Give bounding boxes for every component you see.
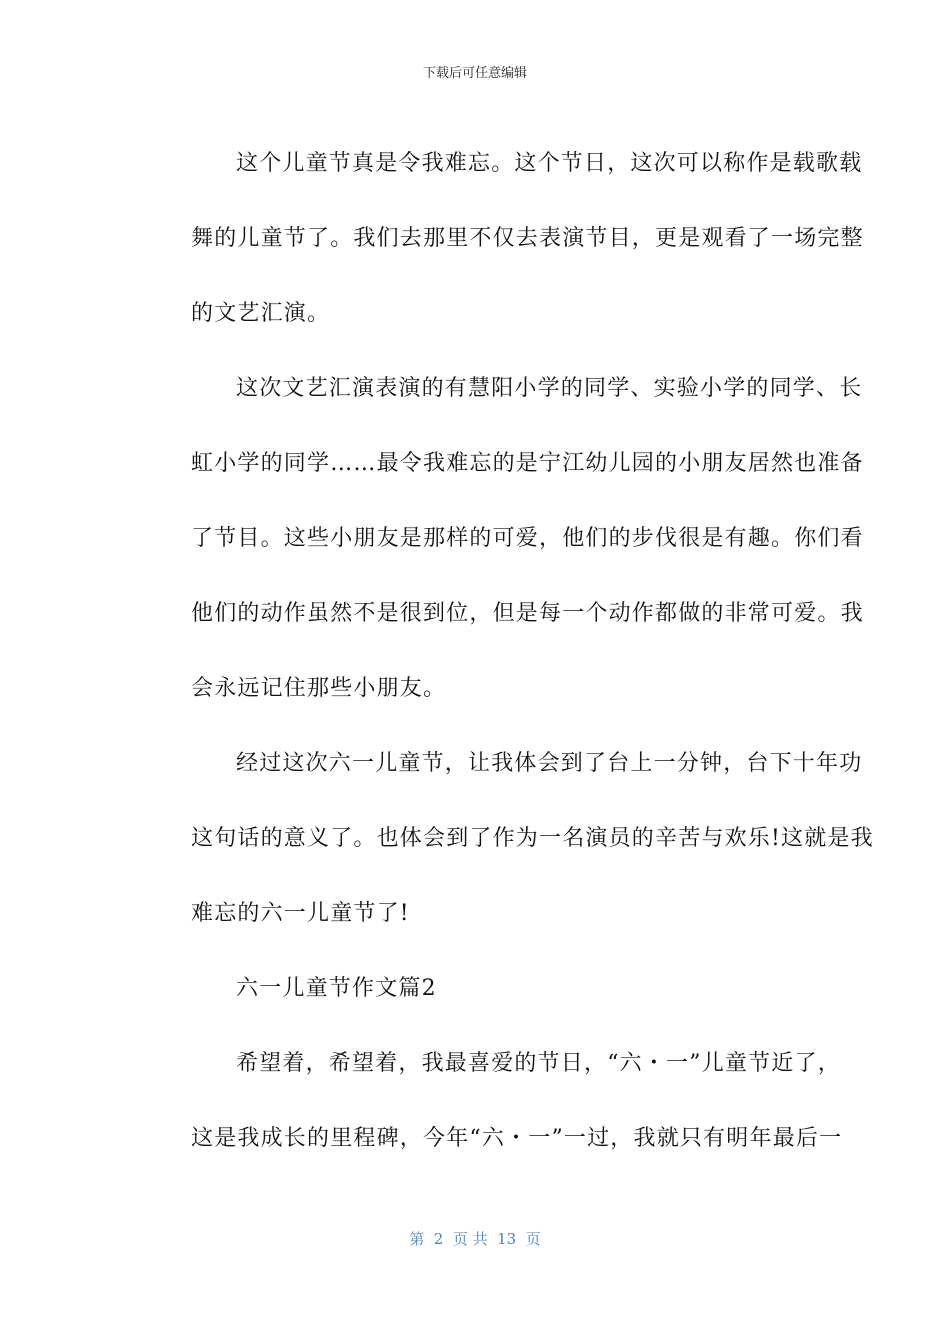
section-heading-text: 六一儿童节作文篇2 [236, 976, 437, 1001]
paragraph-2 [146, 351, 864, 726]
paragraph-line: 了节目。这些小朋友是那样的可爱，他们的步伐很是有趣。你们看 [191, 526, 864, 551]
paragraph-line: 他们的动作虽然不是很到位，但是每一个动作都做的非常可爱。我 [191, 601, 864, 626]
paragraph-line: 舞的儿童节了。我们去那里不仅去表演节目，更是观看了一场完整 [191, 226, 864, 251]
paragraph-line: 会永远记住那些小朋友。 [191, 676, 447, 701]
page-header-note: 下载后可任意编辑 [422, 66, 527, 81]
paragraph-line: 难忘的六一儿童节了! [191, 901, 410, 926]
paragraph-line: 的文艺汇演。 [191, 301, 331, 326]
paragraph-line: 这次文艺汇演表演的有慧阳小学的同学、实验小学的同学、长 [236, 376, 863, 401]
paragraph-line: 希望着，希望着，我最喜爱的节日，“六・一”儿童节近了， [236, 1051, 841, 1076]
paragraph-line: 虹小学的同学……最令我难忘的是宁江幼儿园的小朋友居然也准备 [191, 451, 864, 476]
document-body [146, 126, 874, 1176]
paragraph-4 [146, 1026, 843, 1176]
paragraph-3 [146, 726, 874, 951]
paragraph-line: 经过这次六一儿童节，让我体会到了台上一分钟，台下十年功 [236, 751, 863, 776]
paragraph-1 [146, 126, 864, 351]
paragraph-line: 这句话的意义了。也体会到了作为一名演员的辛苦与欢乐!这就是我 [191, 826, 874, 851]
paragraph-line: 这是我成长的里程碑，今年“六・一”一过，我就只有明年最后一 [191, 1126, 843, 1151]
paragraph-line: 这个儿童节真是令我难忘。这个节日，这次可以称作是载歌载 [236, 151, 863, 176]
page-number-footer: 第 2 页 共 13 页 [409, 1230, 541, 1248]
section-heading [146, 951, 816, 1026]
